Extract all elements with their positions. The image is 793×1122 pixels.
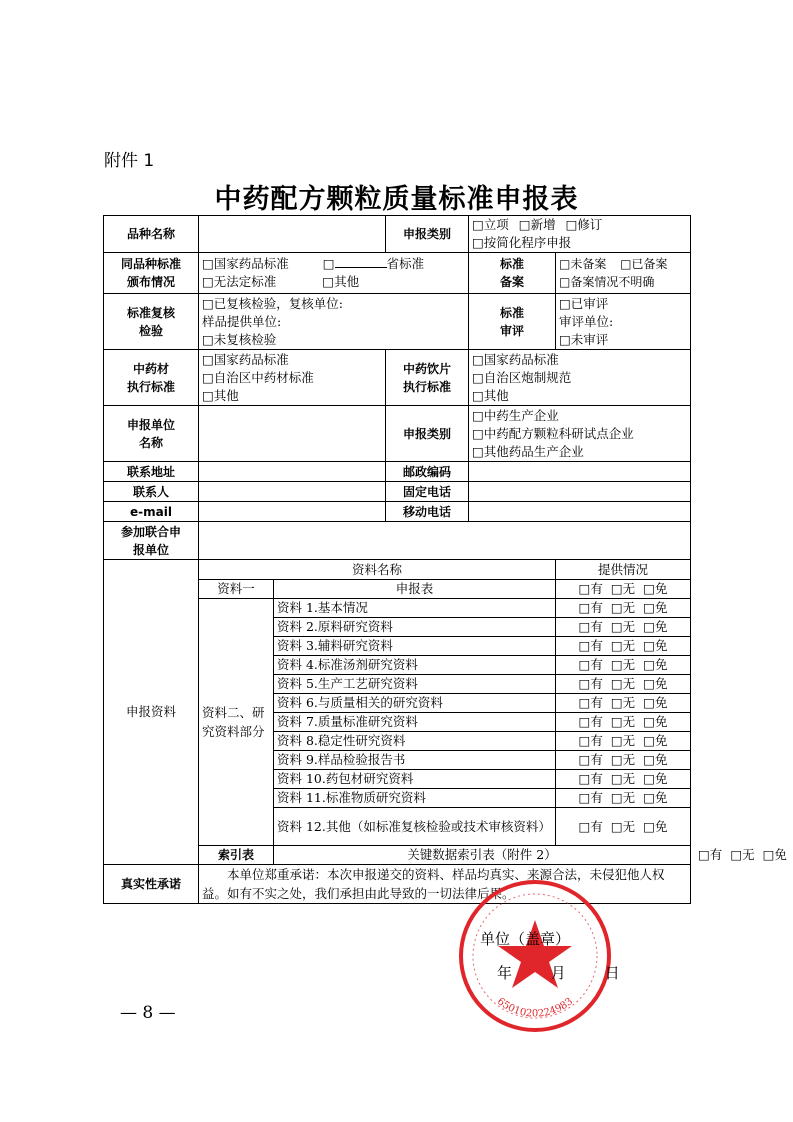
opt-revise[interactable]: □修订 <box>565 217 603 232</box>
signature-unit: 单位（盖章） <box>480 930 571 948</box>
form-row-exec-std <box>104 350 691 406</box>
material-provided <box>556 751 691 770</box>
index-label: 索引表 <box>199 846 274 865</box>
report-type2-label: 申报类别 <box>386 406 469 462</box>
herb-std-label-1: 中药材 <box>132 361 169 376</box>
address-label: 联系地址 <box>104 462 199 482</box>
herb-std-label <box>104 350 199 406</box>
material-item: 资料 1.基本情况 <box>274 599 556 618</box>
opt-exempt[interactable]: □免 <box>643 771 668 786</box>
material1-name: 申报表 <box>274 580 556 599</box>
form-row-recheck <box>104 294 691 350</box>
opt-yes[interactable]: □有 <box>698 847 723 862</box>
material-provided <box>556 789 691 808</box>
material1-provided <box>556 580 691 599</box>
opt-exempt[interactable]: □免 <box>643 695 668 710</box>
opt-exempt[interactable]: □免 <box>643 714 668 729</box>
joint-unit-label-1: 参加联合申 <box>120 524 181 539</box>
contact-label: 联系人 <box>104 482 199 502</box>
slice-opt-region[interactable]: □自治区炮制规范 <box>472 369 572 385</box>
postcode-field[interactable] <box>469 462 691 482</box>
unit-name-label <box>104 406 199 462</box>
std-filing-options <box>556 253 691 294</box>
col-name-header: 资料名称 <box>199 560 556 580</box>
opt-filing-unclear[interactable]: □备案情况不明确 <box>559 275 655 289</box>
opt-pilot-enterprise[interactable]: □中药配方颗粒科研试点企业 <box>472 425 634 441</box>
opt-no[interactable]: □无 <box>610 818 636 834</box>
material-item: 资料 6.与质量相关的研究资料 <box>274 694 556 713</box>
herb-opt-other[interactable]: □其他 <box>202 387 239 403</box>
report-type2-options <box>469 406 691 462</box>
report-type-label: 申报类别 <box>386 216 469 253</box>
unit-name-label-2: 名称 <box>138 435 163 450</box>
std-recheck-options <box>199 294 469 350</box>
std-filing-label-1: 标准 <box>499 257 524 271</box>
slice-opt-other[interactable]: □其他 <box>472 387 509 403</box>
form-row-same-std <box>104 253 691 294</box>
email-label: e-mail <box>104 502 199 522</box>
std-recheck-label-1: 标准复核 <box>126 305 175 320</box>
opt-no[interactable]: □无 <box>610 676 636 691</box>
herb-std-label-2: 执行标准 <box>126 379 175 394</box>
materials-section-label: 申报资料 <box>104 560 199 865</box>
slice-opt-national[interactable]: □国家药品标准 <box>472 351 559 367</box>
form-row-variety <box>104 216 691 253</box>
material-provided <box>556 637 691 656</box>
opt-no[interactable]: □无 <box>610 752 636 767</box>
opt-no-legal-std[interactable]: □无法定标准 <box>202 274 277 289</box>
opt-new[interactable]: □新增 <box>518 217 556 232</box>
opt-filed[interactable]: □已备案 <box>620 257 668 271</box>
address-field[interactable] <box>199 462 386 482</box>
materials-header-row <box>104 560 691 580</box>
material-item: 资料 7.质量标准研究资料 <box>274 713 556 732</box>
opt-no[interactable]: □无 <box>610 657 636 672</box>
material-provided <box>556 599 691 618</box>
opt-exempt[interactable]: □免 <box>643 676 668 691</box>
opt-yes[interactable]: □有 <box>578 657 603 672</box>
joint-unit-field[interactable] <box>199 522 691 560</box>
material2-label: 资料二、研究资料部分 <box>199 599 274 846</box>
opt-exempt[interactable]: □免 <box>762 847 787 862</box>
opt-exempt[interactable]: □免 <box>643 600 668 615</box>
report-type-options <box>469 216 691 253</box>
herb-opt-region[interactable]: □自治区中药材标准 <box>202 369 314 385</box>
same-std-label-1: 同品种标准 <box>120 257 181 271</box>
herb-std-options <box>199 350 386 406</box>
province-blank[interactable] <box>335 255 387 268</box>
page-title: 中药配方颗粒质量标准申报表 <box>214 184 579 215</box>
variety-name-label: 品种名称 <box>104 216 199 253</box>
opt-yes[interactable]: □有 <box>578 733 603 748</box>
std-recheck-label-2: 检验 <box>138 323 163 338</box>
opt-yes[interactable]: □有 <box>578 790 603 805</box>
opt-yes[interactable]: □有 <box>578 638 603 653</box>
opt-exempt[interactable]: □免 <box>643 638 668 653</box>
material-item: 资料 4.标准汤剂研究资料 <box>274 656 556 675</box>
material-item: 资料 11.标准物质研究资料 <box>274 789 556 808</box>
opt-no[interactable]: □无 <box>730 847 755 862</box>
index-value: 关键数据索引表（附件 2） <box>274 846 691 865</box>
unit-name-label-1: 申报单位 <box>126 417 175 432</box>
material-provided <box>556 713 691 732</box>
std-filing-label-2: 备案 <box>499 275 524 289</box>
opt-exempt[interactable]: □免 <box>643 752 668 767</box>
form-row-email <box>104 502 691 522</box>
opt-simplified[interactable]: □按简化程序申报 <box>472 235 572 250</box>
opt-exempt[interactable]: □免 <box>643 818 668 834</box>
std-review-label-1: 标准 <box>499 305 524 320</box>
opt-project[interactable]: □立项 <box>472 217 509 232</box>
material-item: 资料 9.样品检验报告书 <box>274 751 556 770</box>
variety-name-field[interactable] <box>199 216 386 253</box>
opt-exempt[interactable]: □免 <box>643 581 668 596</box>
opt-province-std: 省标准 <box>386 256 425 271</box>
contact-field[interactable] <box>199 482 386 502</box>
opt-yes[interactable]: □有 <box>578 619 603 634</box>
std-filing-label <box>469 253 556 294</box>
postcode-label: 邮政编码 <box>386 462 469 482</box>
sample-provider[interactable]: 样品提供单位: <box>202 313 282 329</box>
form-row-unit <box>104 406 691 462</box>
material-provided <box>556 675 691 694</box>
opt-province-check[interactable]: □ <box>322 256 335 271</box>
material-provided <box>556 656 691 675</box>
slice-std-options <box>469 350 691 406</box>
opt-rechecked[interactable]: □已复核检验，复核单位: <box>202 295 344 311</box>
form-row-contact <box>104 482 691 502</box>
opt-no[interactable]: □无 <box>610 771 636 786</box>
material-item: 资料 5.生产工艺研究资料 <box>274 675 556 694</box>
material-item: 资料 2.原料研究资料 <box>274 618 556 637</box>
mobile-label: 移动电话 <box>386 502 469 522</box>
opt-reviewed[interactable]: □已审评 <box>559 295 609 311</box>
slice-std-label-2: 执行标准 <box>402 379 451 394</box>
opt-no[interactable]: □无 <box>610 733 636 748</box>
same-std-options <box>199 253 469 294</box>
material-item: 资料 8.稳定性研究资料 <box>274 732 556 751</box>
unit-name-field[interactable] <box>199 406 386 462</box>
opt-no[interactable]: □无 <box>610 790 636 805</box>
mobile-field[interactable] <box>469 502 691 522</box>
review-unit[interactable]: 审评单位: <box>559 313 614 329</box>
material-provided <box>556 618 691 637</box>
std-review-label <box>469 294 556 350</box>
opt-no[interactable]: □无 <box>610 714 636 729</box>
email-field[interactable] <box>199 502 386 522</box>
joint-unit-label-2: 报单位 <box>132 542 169 557</box>
date-year: 年 <box>497 964 513 982</box>
material1-label: 资料一 <box>199 580 274 599</box>
opt-no[interactable]: □无 <box>610 638 636 653</box>
std-review-label-2: 审评 <box>499 323 524 338</box>
opt-yes[interactable]: □有 <box>578 818 603 834</box>
opt-yes[interactable]: □有 <box>578 676 603 691</box>
opt-yes[interactable]: □有 <box>578 695 603 710</box>
page-number: — 8 — <box>120 1003 176 1023</box>
joint-unit-label <box>104 522 199 560</box>
application-form-table <box>103 215 787 904</box>
opt-not-filed[interactable]: □未备案 <box>559 257 607 271</box>
material-item: 资料 10.药包材研究资料 <box>274 770 556 789</box>
signature-date <box>497 962 620 983</box>
col-provided-header: 提供情况 <box>556 560 691 580</box>
landline-field[interactable] <box>469 482 691 502</box>
opt-yes[interactable]: □有 <box>578 752 603 767</box>
slice-std-label-1: 中药饮片 <box>402 361 451 376</box>
opt-other[interactable]: □其他 <box>322 274 360 289</box>
opt-yes[interactable]: □有 <box>578 771 603 786</box>
opt-national-std[interactable]: □国家药品标准 <box>202 256 289 271</box>
material-item: 资料 12.其他（如标准复核检验或技术审核资料） <box>274 808 556 846</box>
material-provided <box>556 770 691 789</box>
herb-opt-national[interactable]: □国家药品标准 <box>202 351 289 367</box>
material-provided <box>556 694 691 713</box>
seal-number: 6501020224983 <box>494 996 576 1020</box>
opt-no[interactable]: □无 <box>610 600 636 615</box>
opt-tcm-producer[interactable]: □中药生产企业 <box>472 407 559 423</box>
material-provided <box>556 808 691 846</box>
slice-std-label <box>386 350 469 406</box>
form-row-address <box>104 462 691 482</box>
same-std-label-2: 颁布情况 <box>126 275 175 289</box>
date-day: 日 <box>604 964 620 982</box>
commitment-label: 真实性承诺 <box>104 865 199 904</box>
std-review-options <box>556 294 691 350</box>
opt-no[interactable]: □无 <box>610 581 636 596</box>
date-month: 月 <box>550 964 566 982</box>
opt-not-rechecked[interactable]: □未复核检验 <box>202 331 277 347</box>
opt-exempt[interactable]: □免 <box>643 657 668 672</box>
same-std-label <box>104 253 199 294</box>
official-seal <box>455 876 615 1036</box>
attachment-label: 附件 1 <box>104 151 155 171</box>
opt-exempt[interactable]: □免 <box>643 619 668 634</box>
opt-no[interactable]: □无 <box>610 695 636 710</box>
form-row-joint <box>104 522 691 560</box>
commitment-text: 本单位郑重承诺：本次申报递交的资料、样品均真实、来源合法，未侵犯他人权益。如有不实之处，我们承担由此导致的一切法律后果。 <box>199 865 691 904</box>
opt-yes[interactable]: □有 <box>578 714 603 729</box>
std-recheck-label <box>104 294 199 350</box>
opt-yes[interactable]: □有 <box>578 581 603 596</box>
landline-label: 固定电话 <box>386 482 469 502</box>
opt-no[interactable]: □无 <box>610 619 636 634</box>
material-item: 资料 3.辅料研究资料 <box>274 637 556 656</box>
opt-exempt[interactable]: □免 <box>643 733 668 748</box>
opt-not-reviewed[interactable]: □未审评 <box>559 331 609 347</box>
material-provided <box>556 732 691 751</box>
opt-other-producer[interactable]: □其他药品生产企业 <box>472 443 584 459</box>
opt-exempt[interactable]: □免 <box>643 790 668 805</box>
opt-yes[interactable]: □有 <box>578 600 603 615</box>
